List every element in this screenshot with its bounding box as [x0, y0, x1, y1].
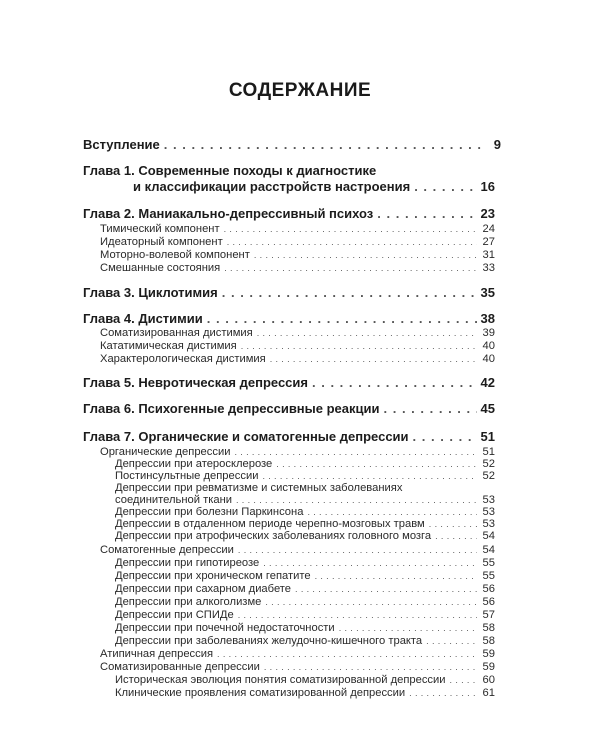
toc-page-number: 53: [482, 494, 495, 506]
toc-page-number: 40: [482, 340, 495, 352]
toc-page-number: 59: [482, 648, 495, 660]
toc-page-number: 9: [493, 137, 501, 152]
toc-entry-label: Депрессии при атеросклерозе: [115, 458, 273, 470]
toc-entry-label: Вступление: [83, 137, 160, 152]
toc-subentry[interactable]: [100, 328, 495, 339]
toc-entry-label: Депрессии при СПИДе: [115, 609, 234, 621]
dot-leader: [435, 532, 477, 541]
dot-leader: [426, 637, 477, 646]
toc-entry-label: Тимический компонент: [100, 223, 220, 235]
toc-entry-label: Соматизированная дистимия: [100, 327, 253, 339]
dot-leader: [307, 508, 477, 517]
toc-subentry[interactable]: [115, 610, 495, 621]
dot-leader: [238, 611, 477, 620]
toc-page-number: 54: [482, 544, 495, 556]
toc-subentry[interactable]: [100, 662, 495, 673]
dot-leader: [257, 329, 477, 338]
toc-entry-label: Глава 5. Невротическая депрессия: [83, 375, 308, 390]
toc-entry-label: Депрессии в отдаленном периоде черепно-мозговых травм: [115, 518, 425, 530]
toc-page-number: 58: [482, 635, 495, 647]
toc-entry-chapter-1[interactable]: [133, 180, 495, 193]
dot-leader: [265, 598, 477, 607]
toc-entry-label: и классификации расстройств настроения: [133, 179, 411, 194]
toc-subentry[interactable]: [100, 250, 495, 261]
toc-subentry[interactable]: [100, 237, 495, 248]
dot-leader: [312, 376, 477, 389]
toc-entry-chapter-7[interactable]: [83, 430, 495, 443]
toc-entry-label: Глава 2. Маниакально-депрессивный психоз: [83, 206, 374, 221]
dot-leader: [217, 650, 477, 659]
toc-page-number: 61: [482, 687, 495, 699]
dot-leader: [227, 238, 477, 247]
toc-subentry[interactable]: [115, 584, 495, 595]
dot-leader: [315, 572, 477, 581]
toc-subentry[interactable]: [115, 636, 495, 647]
toc-page-number: 40: [482, 353, 495, 365]
dot-leader: [413, 430, 477, 443]
toc-page-number: 45: [480, 401, 495, 416]
dot-leader: [429, 520, 477, 529]
toc-page-number: 60: [482, 674, 495, 686]
toc-subentry[interactable]: [115, 675, 495, 686]
toc-subentry[interactable]: [115, 623, 495, 634]
toc-entry-chapter-2[interactable]: [83, 207, 495, 220]
toc-entry-label: Характерологическая дистимия: [100, 353, 266, 365]
toc-entry-chapter-6[interactable]: [83, 402, 495, 415]
toc-page-number: 58: [482, 622, 495, 634]
toc-entry-label: Депрессии при алкоголизме: [115, 596, 262, 608]
toc-entry-label: Соматогенные депрессии: [100, 544, 234, 556]
dot-leader: [254, 251, 477, 260]
toc-page-number: 59: [482, 661, 495, 673]
toc-entry-label: Глава 6. Психогенные депрессивные реакции: [83, 401, 380, 416]
toc-subentry[interactable]: [115, 459, 495, 470]
toc-page-number: 27: [482, 236, 495, 248]
toc-page-number: 31: [482, 249, 495, 261]
dot-leader: [295, 585, 477, 594]
toc-subentry[interactable]: [100, 354, 495, 365]
toc-entry-label: соединительной ткани: [115, 494, 232, 506]
toc-entry-label: Органические депрессии: [100, 446, 231, 458]
toc-entry-chapter-4[interactable]: [83, 312, 495, 325]
dot-leader: [241, 342, 477, 351]
toc-page-number: 56: [482, 596, 495, 608]
toc-entry-label: Атипичная депрессия: [100, 648, 214, 660]
dot-leader: [414, 180, 476, 193]
toc-page-number: 53: [482, 506, 495, 518]
toc-subentry[interactable]: [115, 507, 495, 518]
toc-subentry[interactable]: [100, 649, 495, 660]
dot-leader: [270, 355, 477, 364]
toc-entry-label: Депрессии при гипотиреозе: [115, 557, 260, 569]
toc-subentry[interactable]: [115, 495, 495, 506]
toc-subentry[interactable]: [115, 471, 495, 482]
toc-subentry[interactable]: [115, 558, 495, 569]
toc-subentry[interactable]: [100, 224, 495, 235]
toc-entry-label: Соматизированные депрессии: [100, 661, 260, 673]
dot-leader: [377, 207, 476, 220]
toc-page-number: 55: [482, 570, 495, 582]
dot-leader: [222, 286, 477, 299]
toc-page-number: 39: [482, 327, 495, 339]
toc-page-number: 53: [482, 518, 495, 530]
toc-entry-chapter-3[interactable]: [83, 286, 495, 299]
toc-subentry[interactable]: [100, 263, 495, 274]
toc-entry-label: Кататимическая дистимия: [100, 340, 237, 352]
dot-leader: [238, 546, 477, 555]
toc-subentry[interactable]: [100, 545, 495, 556]
toc-subentry[interactable]: [115, 531, 495, 542]
toc-entry-label: Депрессии при заболеваниях желудочно-кишечного тракта: [115, 635, 423, 647]
toc-subentry[interactable]: [100, 341, 495, 352]
toc-page-number: 51: [482, 446, 495, 458]
toc-page-number: 56: [482, 583, 495, 595]
toc-entry-label: Клинические проявления соматизированной депрессии: [115, 687, 406, 699]
dot-leader: [409, 689, 477, 698]
toc-subentry[interactable]: [115, 571, 495, 582]
dot-leader: [224, 225, 477, 234]
toc-page-number: 57: [482, 609, 495, 621]
toc-page-number: 51: [480, 429, 495, 444]
toc-entry-label: Моторно-волевой компонент: [100, 249, 250, 261]
toc-page-number: 16: [480, 179, 495, 194]
toc-page-number: 35: [480, 285, 495, 300]
toc-page-number: 54: [482, 530, 495, 542]
toc-page-number: 38: [480, 311, 495, 326]
toc-page-number: 55: [482, 557, 495, 569]
dot-leader: [207, 312, 477, 325]
toc-entry-label: Постинсультные депрессии: [115, 470, 259, 482]
dot-leader: [164, 138, 483, 151]
dot-leader: [450, 676, 477, 685]
toc-entry-label: Депрессии при хроническом гепатите: [115, 570, 311, 582]
toc-page-number: 33: [482, 262, 495, 274]
toc-subentry-line1[interactable]: Депрессии при ревматизме и системных заболеваниях: [115, 482, 403, 494]
toc-entry-label: Смешанные состояния: [100, 262, 221, 274]
dot-leader: [234, 448, 477, 457]
dot-leader: [224, 264, 477, 273]
toc-entry-label: Историческая эволюция понятия соматизированной депрессии: [115, 674, 446, 686]
toc-page-number: 23: [480, 206, 495, 221]
toc-entry-label: Глава 3. Циклотимия: [83, 285, 218, 300]
toc-entry-label: Депрессии при болезни Паркинсона: [115, 506, 304, 518]
toc-entry-chapter-5[interactable]: [83, 376, 495, 389]
toc-entry-introduction[interactable]: [83, 138, 501, 151]
dot-leader: [263, 559, 477, 568]
toc-entry-label: Депрессии при атрофических заболеваниях головного мозга: [115, 530, 432, 542]
dot-leader: [384, 402, 477, 415]
toc-entry-label: Глава 4. Дистимии: [83, 311, 203, 326]
toc-subentry[interactable]: [115, 688, 495, 699]
toc-subentry[interactable]: [115, 597, 495, 608]
dot-leader: [262, 472, 477, 481]
toc-entry-chapter-1-line1[interactable]: Глава 1. Современные походы к диагностике: [83, 163, 377, 178]
toc-page-number: 24: [482, 223, 495, 235]
toc-page-number: 52: [482, 470, 495, 482]
toc-subentry[interactable]: [100, 447, 495, 458]
toc-entry-label: Идеаторный компонент: [100, 236, 223, 248]
dot-leader: [339, 624, 477, 633]
toc-entry-label: Депрессии при почечной недостаточности: [115, 622, 335, 634]
dot-leader: [276, 460, 477, 469]
toc-entry-label: Депрессии при сахарном диабете: [115, 583, 292, 595]
page-title: СОДЕРЖАНИЕ: [228, 80, 372, 101]
dot-leader: [236, 496, 477, 505]
toc-entry-label: Глава 7. Органические и соматогенные депрессии: [83, 429, 409, 444]
dot-leader: [264, 663, 477, 672]
toc-page-number: 52: [482, 458, 495, 470]
toc-subentry[interactable]: [115, 519, 495, 530]
toc-page-number: 42: [480, 375, 495, 390]
